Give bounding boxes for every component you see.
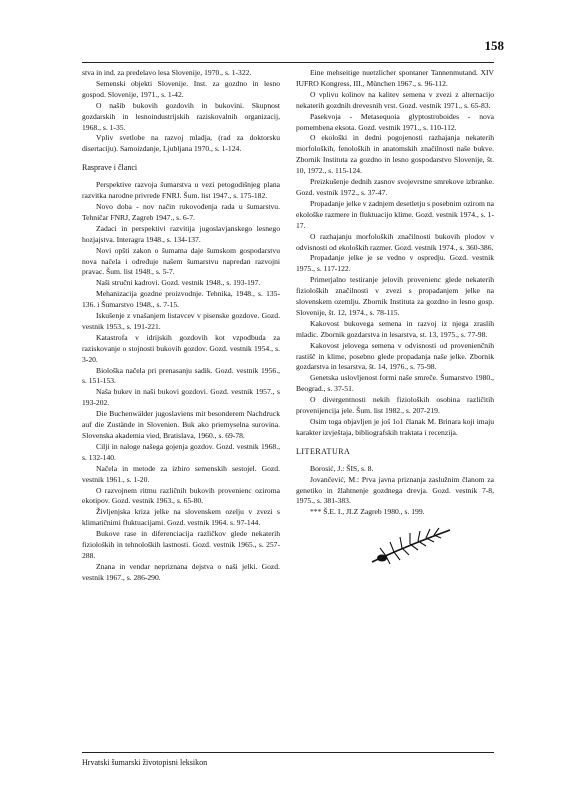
footer-text: Hrvatski šumarski životopisni leksikon bbox=[82, 758, 208, 767]
summary-note: Osim toga objavljen je još 1o1 članak M. Brinara koji imaju karakter izvještaja, bibliografskih traktata i recenzija. bbox=[296, 417, 494, 437]
literature-entry: Jovančević, M.: Prva javna priznanja zaslužnim članom za genetiko in žlahtnenje gozdnega drevja. Gozd. vestnik 7-8, 1975., s. 381-383. bbox=[296, 474, 494, 506]
article-list bbox=[82, 180, 280, 584]
entry: Vpliv svetlobe na razvoj mladja, (rad za doktorsku disertaciju). Samoizdanje, Ljubljana 1970., s. 1-124. bbox=[82, 133, 280, 154]
right-column bbox=[296, 68, 494, 572]
header-rule bbox=[82, 62, 494, 63]
article-entry: Bukove rase in diferenciacija različkov glede nekaterih fizioloških in tehnoloških lastnosti. Gozd. vestnik 1965., s. 257-288. bbox=[82, 529, 280, 560]
article-list-continued bbox=[296, 68, 494, 439]
entry-continuation: stva in ind. za predelavo lesa Slovenije, 1970., s. 1-322. bbox=[82, 68, 252, 77]
article-entry: Naši stručni kadrovi. Gozd. vestnik 1948., s. 193-197. bbox=[96, 278, 261, 288]
section-heading-articles: Rasprave i članci bbox=[82, 163, 138, 173]
article-entry: O ekološki in dedni pogojenosti razhajanja nekaterih morfoloških, fenoloških in anatomskih značilnosti naše bukve. Zbornik Instituta za gozdno in lesno gospodarstvo Slovenije, št. 10, 1972., s. 115-124. bbox=[296, 133, 494, 176]
article-entry: Katastrofa v idrijskih gozdovih kot vzpodbuda za raziskovanje o stojnosti bukovih gozdov. Gozd. vestnik 1954., s. 3-20. bbox=[82, 332, 280, 364]
article-entry: Kakovost bukovega semena in razvoj iz njega zraslih mladic. Zbornik gozdarstva in lesarstva, st. 13, 1975., s. 77-98. bbox=[296, 318, 494, 339]
article-entry: O razhajanju morfoloških značilnosti bukovih plodov v odvisnosti od ekoloških razmer. Gozd. vestnik 1974., s. 360-386. bbox=[296, 231, 494, 252]
article-entry: Kakovost jelovega semena v odvisnosti od provenienčnih rastišč in klime, posebno glede propadanja naše jelke. Zbornik gozdarstva in lesarstva, št. 14, 1976., s. 75-98. bbox=[296, 340, 494, 372]
article-entry: Eine mehseitige nuetzlicher spontaner Tannenmutand. XIV IUFRO Kongress, III., München 1967., s. 96-112. bbox=[296, 68, 494, 88]
article-entry: Propadanje jelke v zadnjem desetletju s posebnim ozirom na ekološke razmere in fluktuacijo klime. Gozd. vestnik 1974., s. 1-17. bbox=[296, 198, 494, 230]
page-number: 158 bbox=[484, 38, 504, 53]
article-entry: O razvojnem ritmu različnih bukovih provenienc oziroma ekotipov. Gozd. vestnik 1963., s. 65-80. bbox=[82, 485, 280, 506]
footer-rule bbox=[82, 752, 494, 753]
section-heading-literature: LITERATURA bbox=[296, 446, 351, 456]
article-entry: Genetska uslovljenost formi naše smreče. Šumarstvo 1980., Beograd., s. 37-51. bbox=[296, 373, 494, 394]
pine-branch-ornament-icon bbox=[366, 524, 456, 568]
article-entry: Die Buchenwälder jugoslaviens mit besonderem Nachdruck auf die Zustände in Slovenien. Buk ako priemyselna surovina. Slovenska akademia vied, Bratislava, 1960., s. 69-78. bbox=[82, 409, 280, 440]
article-entry: Načela in metode za izbiro semenskih sestojel. Gozd. vestnik 1961., s. 1-20. bbox=[82, 463, 280, 484]
article-entry: O vplivu kolinov na kalitev semena v zvezi z alternacijo nekaterih gozdnih drevesnih vrst. Gozd. vestnik 1971., s. 65-83. bbox=[296, 89, 494, 110]
literature-entry: *** Š.E. I., JLZ Zagreb 1980., s. 199. bbox=[310, 507, 425, 517]
article-entry: Biološka načela pri prenasanju sadik. Gozd. vestnik 1956., s. 151-153. bbox=[82, 365, 280, 386]
article-entry: Novi opšti zakon o šumama daje šumskom gospodarstvu nova načela i određuje našem šumarstvu napredan razvojni pravac. Šum. list 1948., s. 5-7. bbox=[82, 245, 280, 277]
article-entry: Novo doba - nov način rukovođenja rada u šumarstvu. Tehničar FNRJ, Zagreb 1947., s. 6-7. bbox=[82, 201, 280, 222]
article-entry: Primerjalno testiranje jelovih provenienc glede nekaterih fizioloških značilnosti v zvezi s propadanjem jelke na slovenskem ozemlju. Zbornik Instituta za gozdno in lesno gosp. Slovenije, št. 12, 1974., s. 78-115. bbox=[296, 275, 494, 317]
entry: O našib bukovih gozdovih in bukovini. Skupnost gozdarskih in lesnoindustrijskih raziskovalnih organizacij, 1968., s. 1-35. bbox=[82, 100, 280, 132]
left-column bbox=[82, 68, 280, 584]
article-entry: Pasekvoja - Metasequoia glyptostroboides - nova pomembena eksota. Gozd. vestnik 1971., s. 110-112. bbox=[296, 111, 494, 132]
article-entry: Znana in vendar nepriznana dejstva o naši jelki. Gozd. vestnik 1967., s. 286-290. bbox=[82, 561, 280, 582]
entry: Semenski objekti Slovenije. Inst. za gozdno in lesno gospod. Slovenije, 1971., s. 1-42. bbox=[82, 78, 280, 99]
article-entry: O divergentnosti nekih fizioloških osobina različitih provenijencija jele. Šum. list 1982., s. 207-219. bbox=[296, 395, 494, 416]
literature-entry: Borosić, J.: ŠIS, s. 8. bbox=[310, 463, 374, 473]
article-entry: Cilji in naloge našega gojenja gozdov. Gozd. vestnik 1968., s. 132-140. bbox=[82, 441, 280, 462]
top-entries bbox=[82, 68, 280, 155]
article-entry: Propadanje jelke je se vedno v ospredju. Gozd. vestnik 1975., s. 117-122. bbox=[296, 253, 494, 274]
article-entry: Zadaci in perspektivi razvitija jugoslavjanskego lesnego hozjajstva. Interagra 1948., s. 134-137. bbox=[82, 223, 280, 244]
article-entry: Perspektive razvoja šumarstva u vezi petogodišnjeg plana razvitka narodne privrede FNRJ. Šum. list 1947., s. 175-182. bbox=[82, 180, 280, 201]
article-entry: Preizkušenje dednih zasnov svojevrstne smrekove izbranke. Gozd. vestnik 1972., s. 37-47. bbox=[296, 177, 494, 197]
article-entry: Naša bukev in naši bukovi gozdovi. Gozd. vestnik 1957., s 193-202. bbox=[82, 387, 280, 408]
article-entry: Iskušenje z vnašanjem listavcev v pisenske gozdove. Gozd. vestnik 1953., s. 191-221. bbox=[82, 311, 280, 331]
literature-list bbox=[296, 464, 494, 519]
article-entry: Življenjska kriza jelke na slovenskem ozelju v zvezi s klimatičnimi fluktuacijami. Gozd. vestnik 1964. s. 97-144. bbox=[82, 507, 280, 528]
article-entry: Mehanizacija gozdne proizvodnje. Tehnika, 1948., s. 135-136. i Šumarstvo 1948., s. 7-15. bbox=[82, 289, 280, 310]
